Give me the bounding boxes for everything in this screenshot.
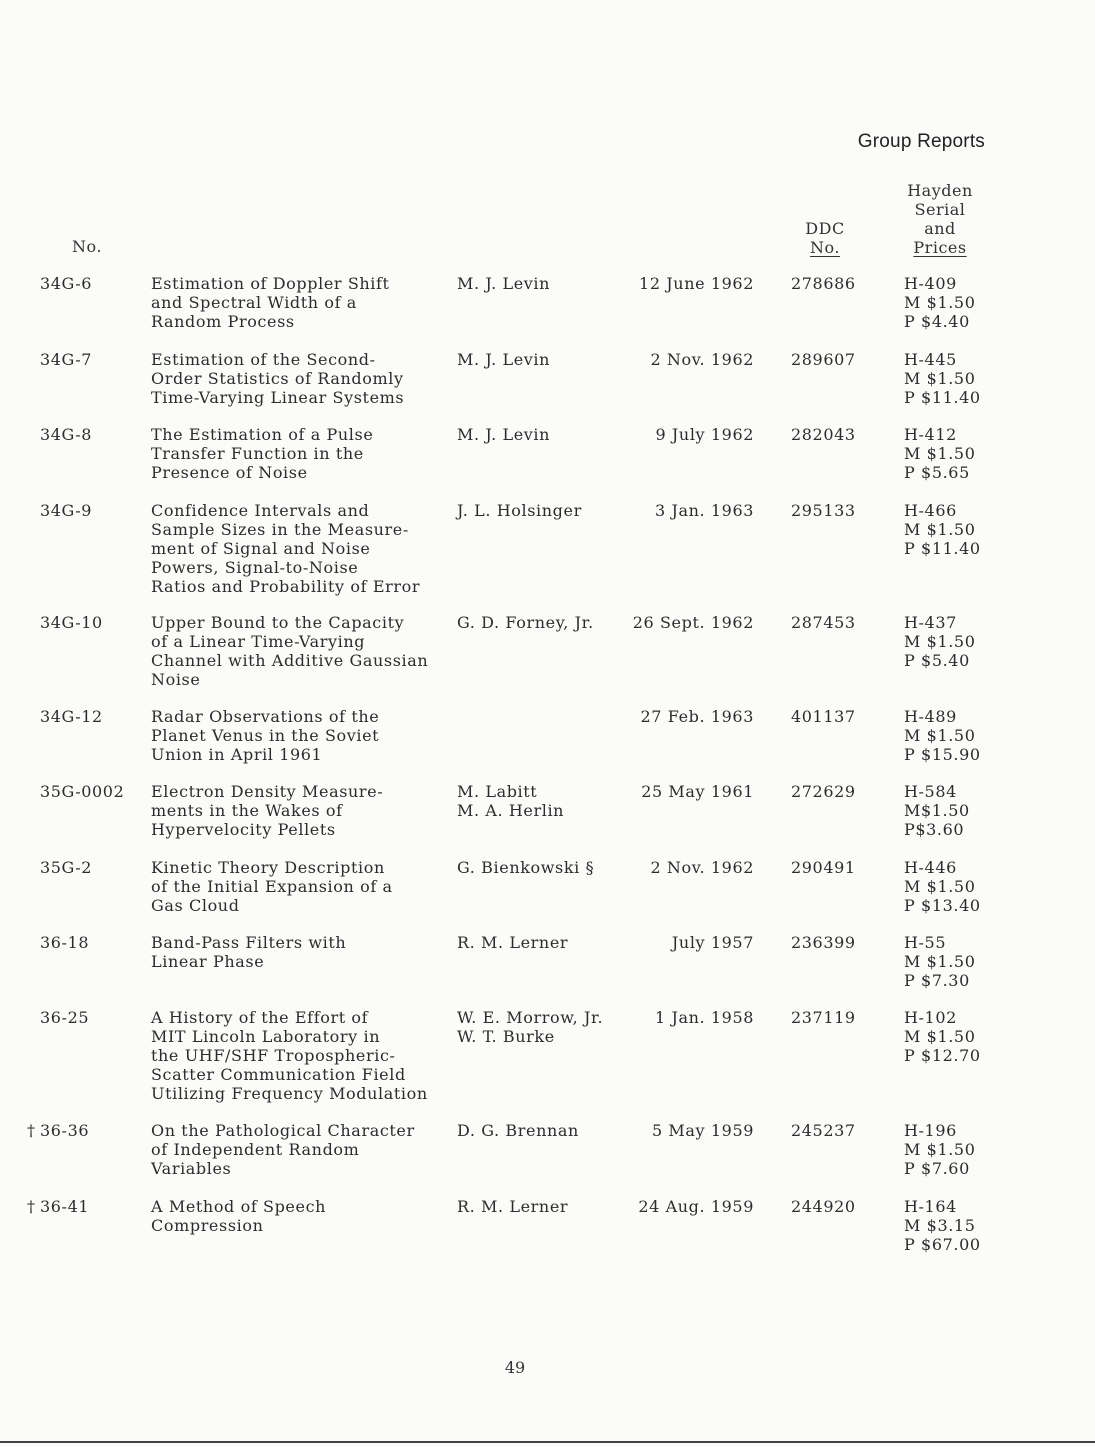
hayden-line: H-102 bbox=[904, 1008, 957, 1027]
report-title-line: of a Linear Time-Varying bbox=[151, 632, 366, 651]
report-title-line: Upper Bound to the Capacity bbox=[151, 613, 405, 632]
dagger-mark: † bbox=[27, 1121, 36, 1140]
bottom-rule bbox=[0, 1441, 1095, 1443]
report-authors bbox=[457, 1197, 568, 1216]
report-title-line: and Spectral Width of a bbox=[151, 293, 357, 312]
report-author: M. J. Levin bbox=[457, 274, 551, 293]
report-title bbox=[151, 1121, 415, 1178]
report-date: 25 May 1961 bbox=[641, 782, 754, 801]
hayden-line: M $1.50 bbox=[904, 369, 976, 388]
report-title-line: Time-Varying Linear Systems bbox=[151, 388, 405, 407]
report-author: W. E. Morrow, Jr. bbox=[457, 1008, 604, 1027]
hayden-line: P $13.40 bbox=[904, 896, 981, 915]
report-date: 5 May 1959 bbox=[651, 1121, 754, 1140]
report-title-line: the UHF/SHF Tropospheric- bbox=[151, 1046, 396, 1065]
report-date: 24 Aug. 1959 bbox=[638, 1197, 754, 1216]
hayden-line: H-466 bbox=[904, 501, 957, 520]
report-title-line: Kinetic Theory Description bbox=[151, 858, 385, 877]
report-author: R. M. Lerner bbox=[457, 1197, 569, 1216]
report-title bbox=[151, 707, 379, 764]
report-title-line: ment of Signal and Noise bbox=[151, 539, 371, 558]
hayden-line: M $1.50 bbox=[904, 726, 976, 745]
report-title-line: Ratios and Probability of Error bbox=[151, 577, 421, 596]
report-title-line: Noise bbox=[151, 670, 201, 689]
hayden-line: M $1.50 bbox=[904, 1140, 976, 1159]
report-authors bbox=[457, 1008, 603, 1046]
report-number: 36-36 bbox=[40, 1121, 90, 1140]
report-title-line: The Estimation of a Pulse bbox=[151, 425, 374, 444]
hayden-line: H-409 bbox=[904, 274, 957, 293]
hayden-line: H-196 bbox=[904, 1121, 957, 1140]
hayden-line: P $5.65 bbox=[904, 463, 970, 482]
report-number: 35G-2 bbox=[40, 858, 93, 877]
report-authors bbox=[457, 425, 550, 444]
column-header-ddc bbox=[790, 219, 860, 257]
hayden-serial-prices bbox=[904, 613, 975, 670]
report-author: M. J. Levin bbox=[457, 350, 551, 369]
report-author: J. L. Holsinger bbox=[457, 501, 582, 520]
hayden-line: M$1.50 bbox=[904, 801, 970, 820]
report-date: 2 Nov. 1962 bbox=[650, 858, 754, 877]
report-number: 35G-0002 bbox=[40, 782, 125, 801]
report-number: 36-18 bbox=[40, 933, 90, 952]
report-date: 2 Nov. 1962 bbox=[650, 350, 754, 369]
hayden-serial-prices bbox=[904, 350, 981, 407]
report-author: M. A. Herlin bbox=[457, 801, 565, 820]
hayden-line: M $1.50 bbox=[904, 1027, 976, 1046]
ddc-number: 282043 bbox=[791, 425, 856, 444]
report-title-line: Powers, Signal-to-Noise bbox=[151, 558, 359, 577]
hayden-line: H-55 bbox=[904, 933, 947, 952]
report-title-line: A Method of Speech bbox=[151, 1197, 327, 1216]
report-title-line: Sample Sizes in the Measure- bbox=[151, 520, 409, 539]
hayden-line: H-445 bbox=[904, 350, 957, 369]
hayden-serial-prices bbox=[904, 782, 970, 839]
hayden-serial-prices bbox=[904, 501, 981, 558]
hayden-line: P $5.40 bbox=[904, 651, 970, 670]
report-authors bbox=[457, 274, 550, 293]
report-author: G. D. Forney, Jr. bbox=[457, 613, 594, 632]
report-author: M. Labitt bbox=[457, 782, 538, 801]
hayden-line: H-446 bbox=[904, 858, 957, 877]
report-title-line: Scatter Communication Field bbox=[151, 1065, 406, 1084]
report-title-line: Confidence Intervals and bbox=[151, 501, 370, 520]
column-header-no: No. bbox=[72, 237, 102, 256]
report-number: 36-25 bbox=[40, 1008, 90, 1027]
report-authors bbox=[457, 613, 594, 632]
hayden-line: M $3.15 bbox=[904, 1216, 976, 1235]
report-title-line: Electron Density Measure- bbox=[151, 782, 384, 801]
page-number: 49 bbox=[504, 1358, 526, 1377]
report-title bbox=[151, 501, 420, 596]
report-number: 34G-7 bbox=[40, 350, 93, 369]
ddc-number: 237119 bbox=[791, 1008, 856, 1027]
report-date: 3 Jan. 1963 bbox=[654, 501, 754, 520]
hayden-line: H-412 bbox=[904, 425, 957, 444]
report-title bbox=[151, 613, 428, 689]
ddc-number: 289607 bbox=[791, 350, 856, 369]
report-date: 12 June 1962 bbox=[639, 274, 754, 293]
column-header-hayden bbox=[900, 181, 980, 257]
hayden-serial-prices bbox=[904, 933, 975, 990]
report-title-line: Hypervelocity Pellets bbox=[151, 820, 336, 839]
hayden-line: H-164 bbox=[904, 1197, 957, 1216]
hayden-serial-prices bbox=[904, 425, 975, 482]
ddc-number: 295133 bbox=[791, 501, 856, 520]
ddc-number: 401137 bbox=[791, 707, 856, 726]
report-title-line: On the Pathological Character bbox=[151, 1121, 415, 1140]
report-title bbox=[151, 1197, 326, 1235]
ddc-number: 244920 bbox=[791, 1197, 856, 1216]
report-authors bbox=[457, 501, 582, 520]
report-date: 26 Sept. 1962 bbox=[632, 613, 754, 632]
hayden-line: H-584 bbox=[904, 782, 957, 801]
hayden-line: M $1.50 bbox=[904, 520, 976, 539]
report-title-line: MIT Lincoln Laboratory in bbox=[151, 1027, 381, 1046]
section-title: Group Reports bbox=[857, 131, 985, 152]
hayden-line: P $11.40 bbox=[904, 539, 981, 558]
hayden-line: H-489 bbox=[904, 707, 957, 726]
ddc-number: 245237 bbox=[791, 1121, 856, 1140]
report-number: 34G-10 bbox=[40, 613, 103, 632]
report-authors bbox=[457, 933, 568, 952]
hayden-line: M $1.50 bbox=[904, 877, 976, 896]
report-title-line: of Independent Random bbox=[151, 1140, 360, 1159]
report-title-line: Linear Phase bbox=[151, 952, 265, 971]
column-header-hayden-line: and bbox=[924, 219, 956, 238]
report-title-line: Utilizing Frequency Modulation bbox=[151, 1084, 428, 1103]
hayden-serial-prices bbox=[904, 274, 975, 331]
column-header-ddc-line: DDC bbox=[805, 219, 845, 238]
report-title-line: Presence of Noise bbox=[151, 463, 308, 482]
report-author: M. J. Levin bbox=[457, 425, 551, 444]
hayden-line: M $1.50 bbox=[904, 293, 976, 312]
ddc-number: 272629 bbox=[791, 782, 856, 801]
hayden-serial-prices bbox=[904, 858, 981, 915]
report-authors bbox=[457, 350, 550, 369]
report-title-line: Variables bbox=[151, 1159, 232, 1178]
report-number: 34G-6 bbox=[40, 274, 93, 293]
report-number: 36-41 bbox=[40, 1197, 90, 1216]
report-title-line: of the Initial Expansion of a bbox=[151, 877, 393, 896]
report-title-line: Gas Cloud bbox=[151, 896, 240, 915]
column-header-hayden-line: Prices bbox=[913, 238, 967, 257]
hayden-line: P $7.30 bbox=[904, 971, 970, 990]
dagger-mark: † bbox=[27, 1197, 36, 1216]
hayden-line: M $1.50 bbox=[904, 444, 976, 463]
report-title-line: Radar Observations of the bbox=[151, 707, 380, 726]
report-date: 1 Jan. 1958 bbox=[654, 1008, 754, 1027]
report-title-line: Band-Pass Filters with bbox=[151, 933, 347, 952]
hayden-line: M $1.50 bbox=[904, 632, 976, 651]
report-title-line: Estimation of the Second- bbox=[151, 350, 376, 369]
column-header-hayden-line: Serial bbox=[914, 200, 966, 219]
report-authors bbox=[457, 1121, 579, 1140]
hayden-line: P $67.00 bbox=[904, 1235, 981, 1254]
ddc-number: 278686 bbox=[791, 274, 856, 293]
report-title bbox=[151, 274, 390, 331]
report-date: 9 July 1962 bbox=[655, 425, 754, 444]
report-author: W. T. Burke bbox=[457, 1027, 555, 1046]
column-header-ddc-line: No. bbox=[810, 238, 840, 257]
hayden-serial-prices bbox=[904, 1008, 981, 1065]
report-title-line: Estimation of Doppler Shift bbox=[151, 274, 390, 293]
report-author: D. G. Brennan bbox=[457, 1121, 579, 1140]
report-title-line: Compression bbox=[151, 1216, 264, 1235]
hayden-line: P$3.60 bbox=[904, 820, 965, 839]
report-date: 27 Feb. 1963 bbox=[640, 707, 754, 726]
hayden-line: H-437 bbox=[904, 613, 957, 632]
report-title-line: Random Process bbox=[151, 312, 295, 331]
report-title-line: Order Statistics of Randomly bbox=[151, 369, 404, 388]
report-title bbox=[151, 858, 393, 915]
report-authors bbox=[457, 858, 594, 877]
hayden-line: P $4.40 bbox=[904, 312, 970, 331]
report-title-line: Channel with Additive Gaussian bbox=[151, 651, 429, 670]
report-date: July 1957 bbox=[671, 933, 754, 952]
column-header-hayden-line: Hayden bbox=[907, 181, 973, 200]
report-title bbox=[151, 782, 383, 839]
report-title-line: ments in the Wakes of bbox=[151, 801, 343, 820]
report-number: 34G-12 bbox=[40, 707, 103, 726]
report-author: R. M. Lerner bbox=[457, 933, 569, 952]
report-author: G. Bienkowski § bbox=[457, 858, 595, 877]
hayden-line: P $15.90 bbox=[904, 745, 981, 764]
report-title-line: Union in April 1961 bbox=[151, 745, 323, 764]
ddc-number: 236399 bbox=[791, 933, 856, 952]
report-title bbox=[151, 425, 373, 482]
hayden-line: M $1.50 bbox=[904, 952, 976, 971]
report-number: 34G-9 bbox=[40, 501, 93, 520]
report-title bbox=[151, 350, 404, 407]
report-title-line: A History of the Effort of bbox=[151, 1008, 369, 1027]
report-title-line: Planet Venus in the Soviet bbox=[151, 726, 380, 745]
report-number: 34G-8 bbox=[40, 425, 93, 444]
hayden-line: P $11.40 bbox=[904, 388, 981, 407]
hayden-serial-prices bbox=[904, 1197, 981, 1254]
report-title bbox=[151, 933, 346, 971]
hayden-line: P $12.70 bbox=[904, 1046, 981, 1065]
ddc-number: 290491 bbox=[791, 858, 856, 877]
hayden-serial-prices bbox=[904, 1121, 975, 1178]
report-title-line: Transfer Function in the bbox=[151, 444, 364, 463]
ddc-number: 287453 bbox=[791, 613, 856, 632]
hayden-line: P $7.60 bbox=[904, 1159, 970, 1178]
hayden-serial-prices bbox=[904, 707, 981, 764]
report-title bbox=[151, 1008, 428, 1103]
report-authors bbox=[457, 782, 564, 820]
